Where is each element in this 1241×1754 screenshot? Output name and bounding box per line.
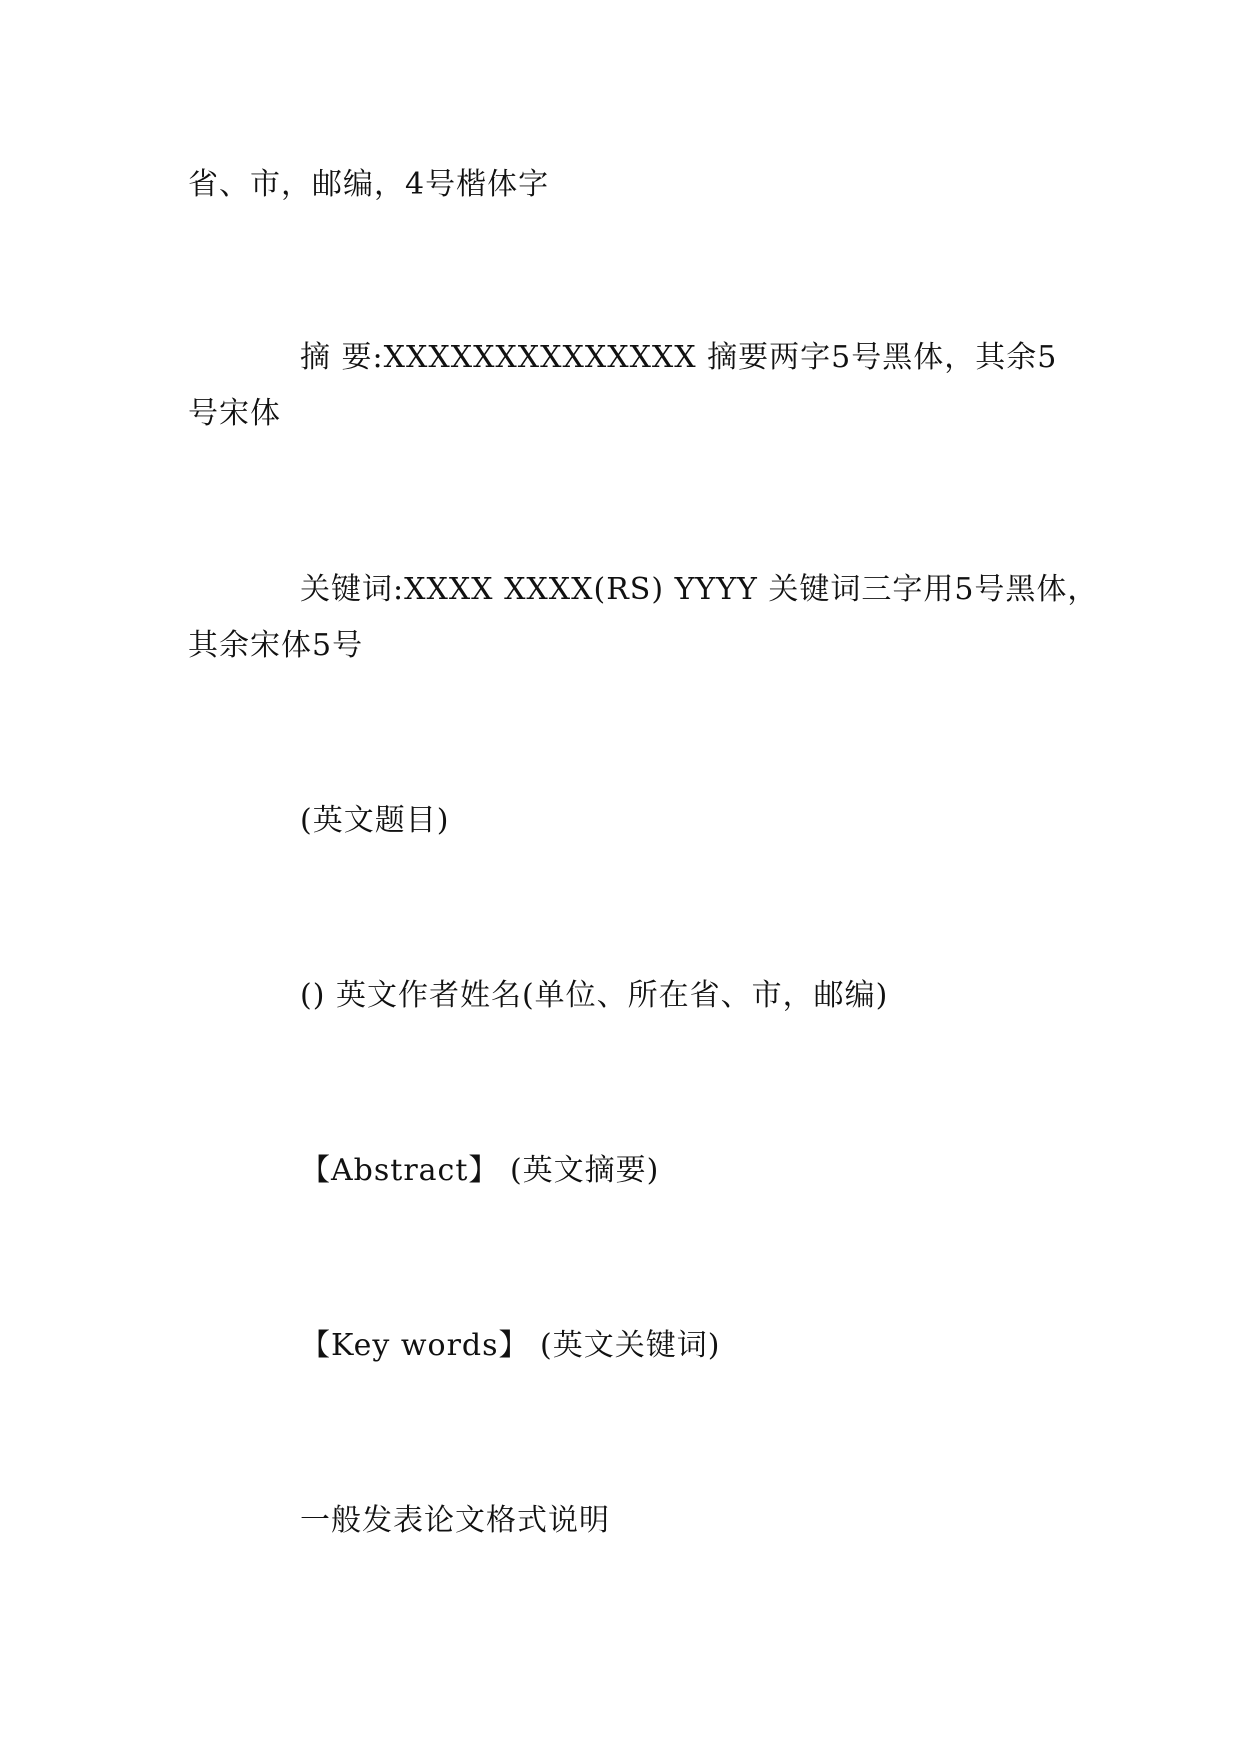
keywords-line-2: 其余宋体5号 (188, 628, 364, 663)
abstract-en: 【Abstract】 (英文摘要) (300, 1153, 660, 1188)
keywords-en: 【Key words】 (英文关键词) (300, 1328, 721, 1363)
format-note: 一般发表论文格式说明 (300, 1503, 610, 1538)
english-title: (英文题目) (300, 803, 450, 838)
english-author: () 英文作者姓名(单位、所在省、市，邮编) (300, 978, 889, 1013)
address-line: 省、市，邮编，4号楷体字 (188, 167, 550, 202)
keywords-line-1: 关键词:XXXX XXXX(RS) YYYY 关键词三字用5号黑体， (300, 572, 1099, 607)
abstract-line-1: 摘 要:XXXXXXXXXXXXXX 摘要两字5号黑体，其余5 (300, 340, 1058, 375)
abstract-line-2: 号宋体 (188, 396, 281, 431)
